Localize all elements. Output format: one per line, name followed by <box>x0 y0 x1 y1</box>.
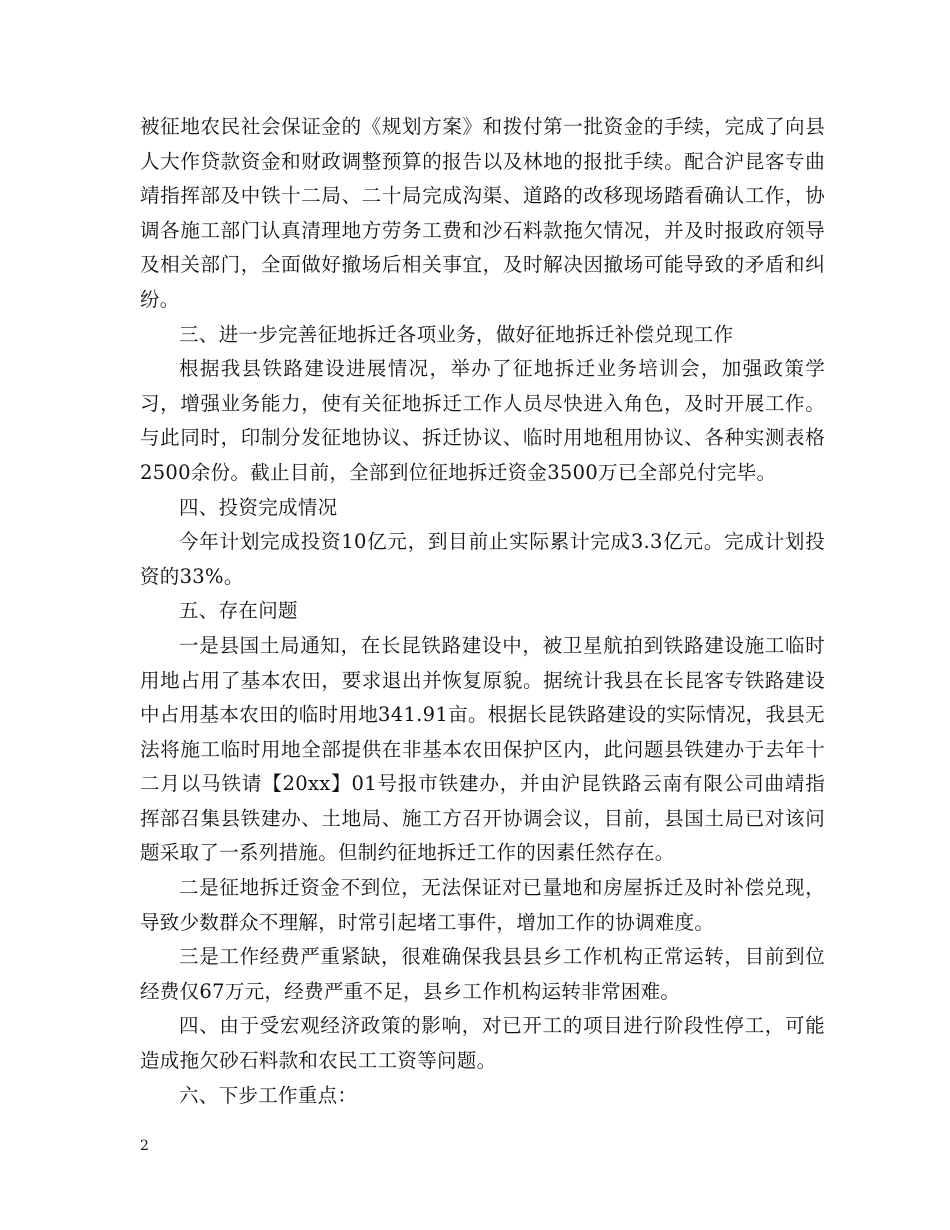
paragraph: 三是工作经费严重紧缺，很难确保我县县乡工作机构正常运转，目前到位经费仅67万元，经费严重不足，县乡工作机构运转非常困难。 <box>140 945 825 1003</box>
paragraph-continued: 被征地农民社会保证金的《规划方案》和拨付第一批资金的手续，完成了向县人大作贷款资金和财政调整预算的报告以及林地的报批手续。配合沪昆客专曲靖指挥部及中铁十二局、二十局完成沟渠、道路的改移现场踏看确认工作，协调各施工部门认真清理地方劳务工费和沙石料款拖欠情况，并及时报政府领导及相关部门，全面做好撤场后相关事宜，及时解决因撤场可能导致的矛盾和纠纷。 <box>140 115 825 311</box>
page-number: 2 <box>140 1138 149 1154</box>
paragraph: 四、由于受宏观经济政策的影响，对已开工的项目进行阶段性停工，可能造成拖欠砂石料款和农民工工资等问题。 <box>140 1014 825 1073</box>
paragraph: 一是县国土局通知，在长昆铁路建设中，被卫星航拍到铁路建设施工临时用地占用了基本农田，要求退出并恢复原貌。据统计我县在长昆客专铁路建设中占用基本农田的临时用地341.91亩。根据长昆铁路建设的实际情况，我县无法将施工临时用地全部提供在非基本农田保护区内，此问题县铁建办于去年十二月以马铁请【20xx】01号报市铁建办，并由沪昆铁路云南有限公司曲靖指挥部召集县铁建办、土地局、施工方召开协调会议，目前，县国土局已对该问题采取了一系列措施。但制约征地拆迁工作的因素任然存在。 <box>140 633 825 865</box>
paragraph: 二是征地拆迁资金不到位，无法保证对已量地和房屋拆迁及时补偿兑现，导致少数群众不理解，时常引起堵工事件，增加工作的协调难度。 <box>140 876 825 934</box>
section-heading-4: 四、投资完成情况 <box>179 495 338 519</box>
paragraph: 今年计划完成投资10亿元，到目前止实际累计完成3.3亿元。完成计划投资的33%。 <box>140 530 825 588</box>
section-heading-6: 六、下步工作重点： <box>179 1083 358 1107</box>
section-heading-3: 三、进一步完善征地拆迁各项业务，做好征地拆迁补偿兑现工作 <box>179 322 734 346</box>
paragraph: 根据我县铁路建设进展情况，举办了征地拆迁业务培训会，加强政策学习，增强业务能力，使有关征地拆迁工作人员尽快进入角色，及时开展工作。与此同时，印制分发征地协议、拆迁协议、临时用地租用协议、各种实测表格2500余份。截止目前，全部到位征地拆迁资金3500万已全部兑付完毕。 <box>140 357 825 484</box>
body-text <box>140 110 825 1113</box>
section-heading-5: 五、存在问题 <box>179 599 298 623</box>
